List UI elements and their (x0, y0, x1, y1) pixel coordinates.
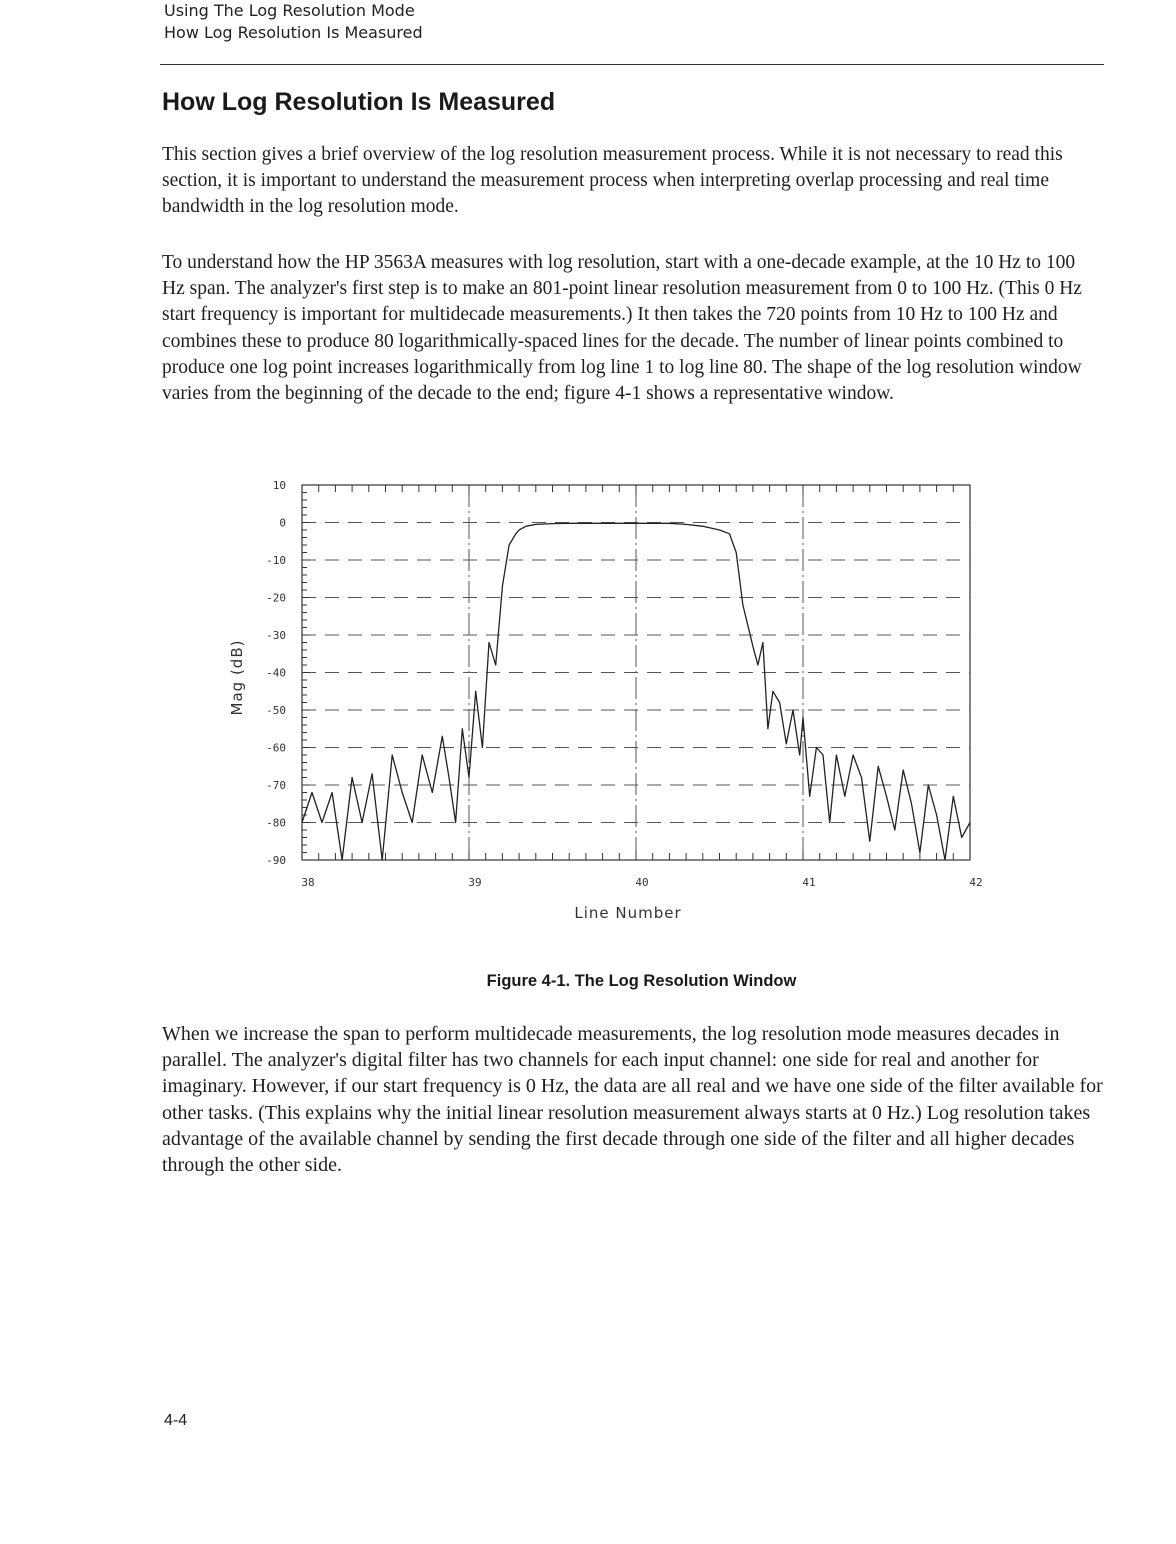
y-tick-label-7: -60 (266, 741, 286, 755)
y-tick-label-0: 10 (272, 479, 286, 492)
x-axis-title: Line Number (574, 904, 682, 922)
figure-caption: Figure 4-1. The Log Resolution Window (486, 972, 797, 990)
paragraph-one-decade-example: To understand how the HP 3563A measures with log resolution, start with a one-decade example, at the 10 Hz to 100 Hz span. The analyzer's first step is to make an 801-point linear resolution measurement from 0 to 100 Hz. (This 0 Hz start frequency is important for multidecade measurements.) It then takes the 720 points from 10 Hz to 100 Hz and combines these to produce 80 logarithmically-spaced lines for the decade. The number of linear points combined to produce one log point increases logarithmically from log line 1 to log line 80. The shape of the log resolution window varies from the beginning of the decade to the end; figure 4-1 shows a representative window. (162, 252, 1082, 405)
paragraph-multidecade: When we increase the span to perform multidecade measurements, the log resolution mode measures decades in parallel. The analyzer's digital filter has two channels for each input channel: one side for real and another for imaginary. However, if our start frequency is 0 Hz, the data are all real and we have one side of the filter available for other tasks. (This explains why the initial linear resolution measurement always starts at 0 Hz.) Log resolution takes advantage of the available channel by sending the first decade through one side of the filter and all higher decades through the other side. (162, 1023, 1103, 1177)
x-tick-label-1: 39 (468, 876, 482, 889)
running-header-chapter: Using The Log Resolution Mode (164, 1, 415, 20)
y-tick-label-1: 0 (279, 516, 286, 530)
page-number: 4-4 (164, 1412, 188, 1429)
y-tick-label-9: -80 (266, 816, 286, 830)
y-tick-label-10: -90 (266, 854, 286, 867)
y-tick-label-3: -20 (266, 591, 286, 605)
x-tick-label-4: 42 (969, 876, 983, 889)
y-tick-label-5: -40 (266, 666, 286, 680)
x-tick-label-3: 41 (802, 876, 816, 889)
y-tick-label-6: -50 (266, 704, 286, 717)
section-title: How Log Resolution Is Measured (162, 88, 556, 116)
y-tick-label-8: -70 (266, 779, 286, 792)
x-tick-label-0: 38 (301, 876, 315, 889)
paragraph-overview: This section gives a brief overview of the log resolution measurement process. While it is not necessary to read this section, it is important to understand the measurement process when interpreting overlap processing and real time bandwidth in the log resolution mode. (162, 144, 1063, 218)
y-tick-label-2: -10 (266, 554, 286, 567)
x-tick-label-2: 40 (635, 876, 649, 889)
y-axis-title: Mag (dB) (228, 639, 246, 716)
running-header-section: How Log Resolution Is Measured (164, 23, 423, 42)
y-tick-label-4: -30 (266, 629, 286, 642)
